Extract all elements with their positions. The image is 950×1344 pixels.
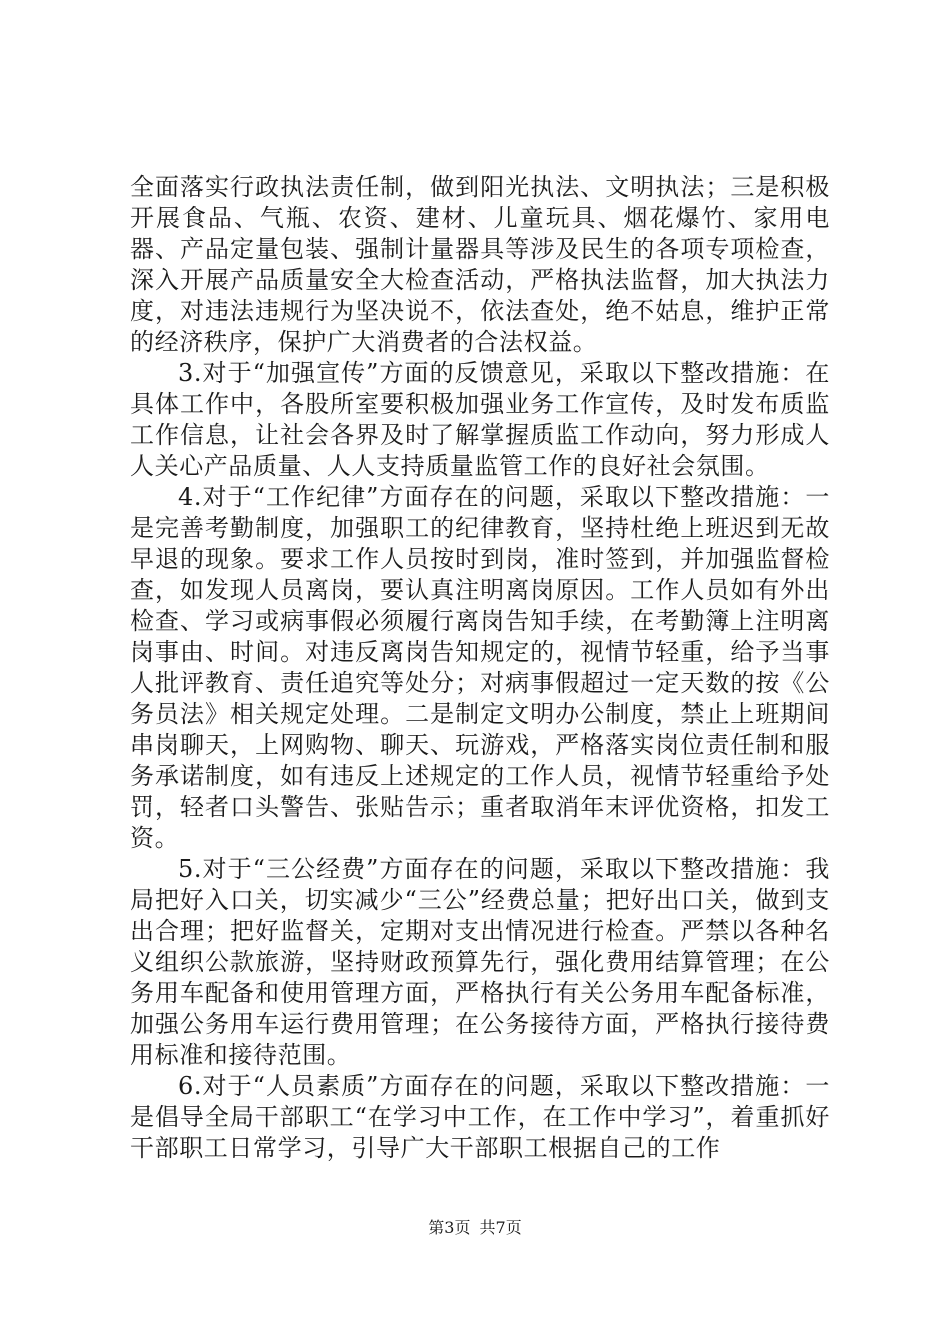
paragraph-2: 3.对于“加强宣传”方面的反馈意见，采取以下整改措施：在具体工作中，各股所室要积极加强业务工作宣传，及时发布质监工作信息，让社会各界及时了解掌握质监工作动向，努力形成人人关心产品质量、人人支持质量监管工作的良好社会氛围。 [130,359,830,480]
document-body [130,172,830,1164]
paragraph-4: 5.对于“三公经费”方面存在的问题，采取以下整改措施：我局把好入口关，切实减少“三公”经费总量；把好出口关，做到支出合理；把好监督关，定期对支出情况进行检查。严禁以各种名义组织公款旅游，坚持财政预算先行，强化费用结算管理；在公务用车配备和使用管理方面，严格执行有关公务用车配备标准，加强公务用车运行费用管理；在公务接待方面，严格执行接待费用标准和接待范围。 [130,855,830,1069]
page-number-footer: 第3页 共7页 [428,1218,522,1237]
paragraph-1: 全面落实行政执法责任制，做到阳光执法、文明执法；三是积极开展食品、气瓶、农资、建材、儿童玩具、烟花爆竹、家用电器、产品定量包装、强制计量器具等涉及民生的各项专项检查，深入开展产品质量安全大检查活动，严格执法监督，加大执法力度，对违法违规行为坚决说不，依法查处，绝不姑息，维护正常的经济秩序，保护广大消费者的合法权益。 [130,173,830,356]
paragraph-5: 6.对于“人员素质”方面存在的问题，采取以下整改措施：一是倡导全局干部职工“在学习中工作，在工作中学习”，着重抓好干部职工日常学习，引导广大干部职工根据自己的工作 [130,1072,830,1162]
paragraph-3: 4.对于“工作纪律”方面存在的问题，采取以下整改措施：一是完善考勤制度，加强职工的纪律教育，坚持杜绝上班迟到无故早退的现象。要求工作人员按时到岗，准时签到，并加强监督检查，如发现人员离岗，要认真注明离岗原因。工作人员如有外出检查、学习或病事假必须履行离岗告知手续，在考勤簿上注明离岗事由、时间。对违反离岗告知规定的，视情节轻重，给予当事人批评教育、责任追究等处分；对病事假超过一定天数的按《公务员法》相关规定处理。二是制定文明办公制度，禁止上班期间串岗聊天，上网购物、聊天、玩游戏，严格落实岗位责任制和服务承诺制度，如有违反上述规定的工作人员，视情节轻重给予处罚，轻者口头警告、张贴告示；重者取消年末评优资格，扣发工资。 [130,483,830,852]
